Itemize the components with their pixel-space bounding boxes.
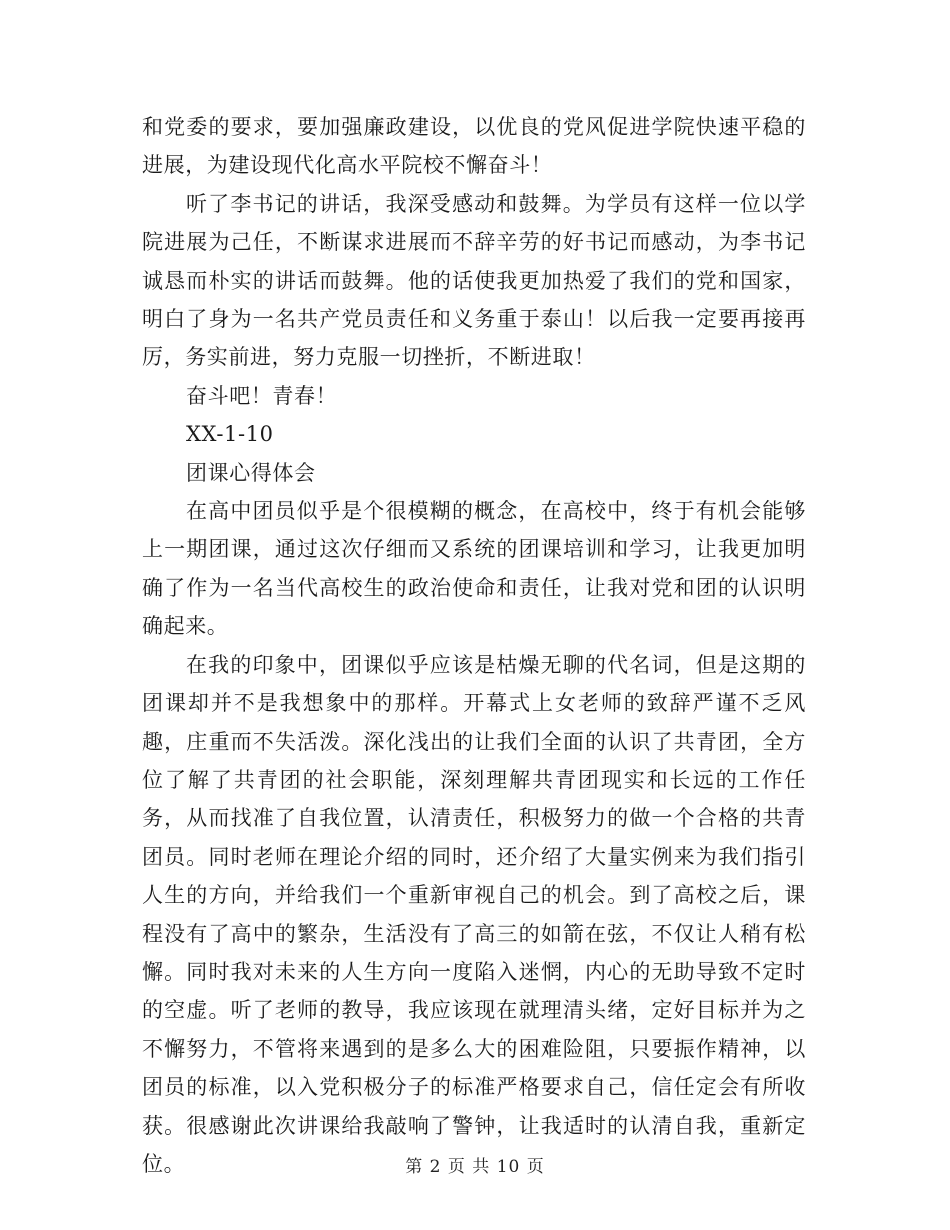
- paragraph: 和党委的要求，要加强廉政建设，以优良的党风促进学院快速平稳的进展，为建设现代化高水平院校不懈奋斗！: [142, 115, 806, 178]
- date-line: XX-1-10: [186, 422, 274, 447]
- page-number-footer: 第 2 页 共 10 页: [405, 1157, 545, 1177]
- paragraph: 在我的印象中，团课似乎应该是枯燥无聊的代名词，但是这期的团课却并不是我想象中的那样。开幕式上女老师的致辞严谨不乏风趣，庄重而不失活泼。深化浅出的让我们全面的认识了共青团，全方位了解了共青团的社会职能，深刻理解共青团现实和长远的工作任务，从而找准了自我位置，认清责任，积极努力的做一个合格的共青团员。同时老师在理论介绍的同时，还介绍了大量实例来为我们指引人生的方向，并给我们一个重新审视自己的机会。到了高校之后，课程没有了高中的繁杂，生活没有了高三的如箭在弦，不仅让人稍有松懈。同时我对未来的人生方向一度陷入迷惘，内心的无助导致不定时的空虚。听了老师的教导，我应该现在就理清头绪，定好目标并为之不懈努力，不管将来遇到的是多么大的困难险阻，只要振作精神，以团员的标准，以入党积极分子的标准严格要求自己，信任定会有所收获。很感谢此次讲课给我敲响了警钟，让我适时的认清自我，重新定位。: [142, 652, 806, 1176]
- paragraph: 在高中团员似乎是个很模糊的概念，在高校中，终于有机会能够上一期团课，通过这次仔细而又系统的团课培训和学习，让我更加明确了作为一名当代高校生的政治使命和责任，让我对党和团的认识明确起来。: [142, 499, 806, 639]
- document-body: [142, 108, 806, 1183]
- closing-line: 奋斗吧！青春！: [186, 383, 338, 408]
- paragraph: 听了李书记的讲话，我深受感动和鼓舞。为学员有这样一位以学院进展为己任，不断谋求进展而不辞辛劳的好书记而感动，为李书记诚恳而朴实的讲话而鼓舞。他的话使我更加热爱了我们的党和国家，明白了身为一名共产党员责任和义务重于泰山！以后我一定要再接再厉，务实前进，努力克服一切挫折，不断进取！: [142, 191, 806, 370]
- section-title: 团课心得体会: [186, 460, 316, 485]
